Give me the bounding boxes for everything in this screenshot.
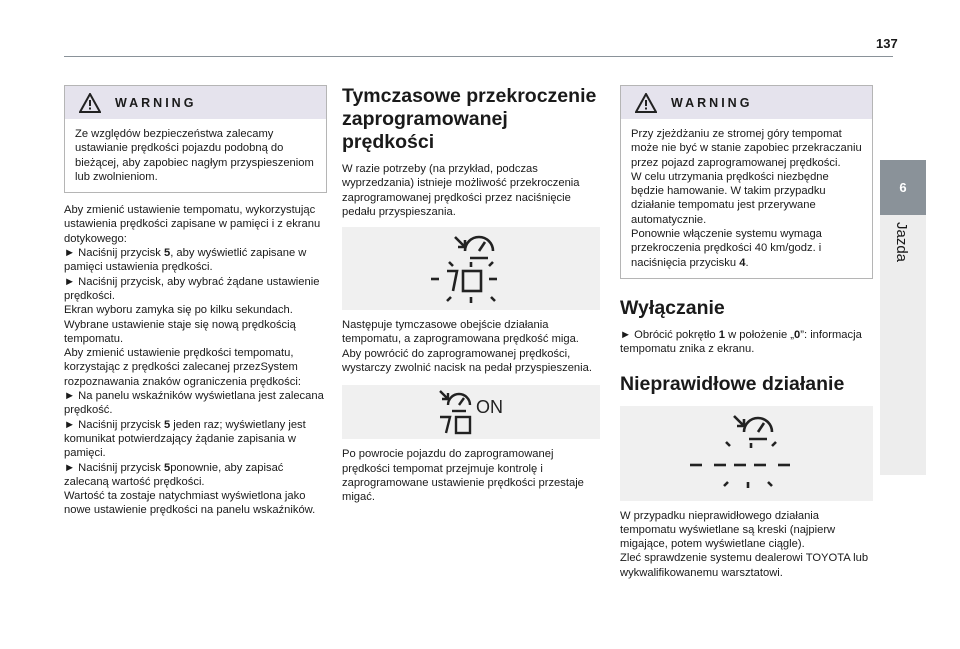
warning-triangle-icon [79, 93, 101, 113]
paragraph: Aby zmienić ustawienie prędkości tempomatu, korzystając z prędkości zalecanej przezSystem rozpoznawania znaków ograniczenia prędkości: [64, 347, 301, 388]
cruise-control-speedometer-icon [411, 231, 531, 307]
warning-box [64, 85, 327, 193]
figure-malfunction [620, 406, 873, 501]
paragraph: Wybrane ustawienie staje się nową prędkością tempomatu. [64, 318, 296, 345]
figure-cruise-on [342, 385, 600, 439]
section-heading: Nieprawidłowe działanie [620, 372, 845, 395]
instruction-step: ► Naciśnij przycisk 5 jeden raz; wyświetlany jest komunikat potwierdzający żądanie zapisania w pamięci. [64, 418, 306, 460]
instruction-step: ► Naciśnij przycisk, aby wybrać żądane ustawienie prędkości. [64, 275, 320, 302]
instruction-step: ► Na panelu wskaźników wyświetlana jest zalecana prędkość. [64, 390, 324, 417]
paragraph: Aby powrócić do zaprogramowanej prędkości, wystarczy zwolnić nacisk na pedał przyspieszenia. [342, 347, 592, 375]
warning-text [621, 119, 872, 278]
cruise-control-dashes-icon [682, 410, 812, 496]
warning-triangle-icon [635, 93, 657, 113]
section-heading: Wyłączanie [620, 296, 725, 319]
chapter-title: Jazda [893, 222, 910, 263]
chapter-number: 6 [899, 180, 907, 195]
warning-title: WARNING [115, 95, 197, 110]
page-number: 137 [876, 36, 898, 51]
section-heading: Tymczasowe przekroczenie zaprogramowanej prędkości [342, 85, 597, 153]
warning-line: W celu utrzymania prędkości niezbędne będzie hamowanie. W takim przypadku działanie tempomatu jest przerywane automatycznie. [631, 170, 829, 226]
instruction-step: ► Naciśnij przycisk 5ponownie, aby zapisać zalecaną wartość prędkości. [64, 461, 284, 488]
header-rule [64, 56, 893, 57]
paragraph: Wartość ta zostaje natychmiast wyświetlona jako nowe ustawienie prędkości na panelu wskaźników. [64, 490, 316, 517]
warning-line: Przy zjeżdżaniu ze stromej góry tempomat może nie być w stanie zapobiec przekraczaniu przez pojazd zaprogramowanej prędkości. [631, 128, 862, 169]
warning-header [65, 86, 326, 119]
paragraph: W przypadku nieprawidłowego działania tempomatu wyświetlane są kreski (najpierw migające, potem wyświetlane ciągle). [620, 509, 836, 551]
cruise-control-on-icon [426, 389, 516, 435]
paragraph: W razie potrzeby (na przykład, podczas wyprzedzania) istnieje możliwość przekroczenia zaprogramowanej prędkości przez naciśnięcie pedału przyspieszania. [342, 163, 580, 218]
paragraph: Po powrocie pojazdu do zaprogramowanej prędkości tempomat przejmuje kontrolę i zaprogramowane ustawienie prędkości przestaje migać. [342, 448, 584, 504]
warning-text: Ze względów bezpieczeństwa zalecamy ustawianie prędkości pojazdu podobną do bieżącej, aby zapobiec nagłym przyspieszeniom lub zwolnieniom. [75, 128, 314, 183]
warning-line: Ponownie włączenie systemu wymaga przekroczenia prędkości 40 km/godz. i naciśnięcia przycisku 4. [631, 228, 822, 269]
column-left [64, 85, 327, 518]
paragraph: Zleć sprawdzenie systemu dealerowi TOYOTA lub wykwalifikowanemu warsztatowi. [620, 552, 869, 579]
warning-title: WARNING [671, 95, 753, 110]
paragraph: Aby zmienić ustawienie tempomatu, wykorzystując ustawienia prędkości zapisane w pamięci i z ekranu dotykowego: [64, 204, 321, 245]
paragraph: Ekran wyboru zamyka się po kilku sekundach. [64, 304, 293, 317]
warning-header [621, 86, 872, 119]
column-right [620, 85, 873, 580]
column-middle [342, 85, 600, 505]
paragraph: Następuje tymczasowe obejście działania tempomatu, a zaprogramowana prędkość miga. [342, 319, 579, 346]
warning-box [620, 85, 873, 279]
svg-text:ON: ON [476, 397, 503, 418]
chapter-tab[interactable] [880, 160, 926, 215]
paragraph: ► Obrócić pokrętło 1 w położenie „0”: informacja tempomatu znika z ekranu. [620, 328, 862, 356]
figure-speed-flashing [342, 227, 600, 310]
instruction-step: ► Naciśnij przycisk 5, aby wyświetlić zapisane w pamięci ustawienia prędkości. [64, 247, 307, 274]
